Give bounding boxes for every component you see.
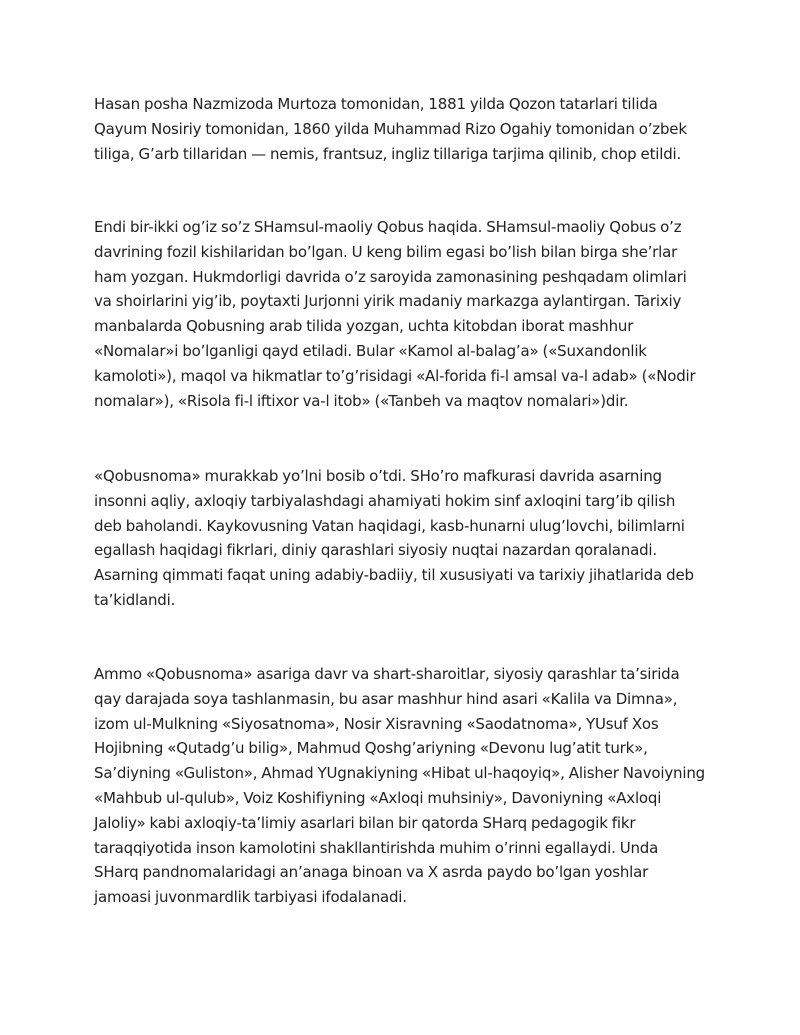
paragraph-qobus: Endi bir-ikki og’iz so’z SHamsul-maoliy Qobus haqida. SHamsul-maoliy Qobus o’z davrining fozil kishilaridan bo’lgan. U keng bilim egasi bo’lish bilan birga she’rlar ham yozgan. Hukmdorligi davrida o’z saroyida zamonasining peshqadam olimlari va shoirlarini yig’ib, poytaxti Jurjonni yirik madaniy markazga aylantirgan. Tarixiy manbalarda Qobusning arab tilida yozgan, uchta kitobdan iborat mashhur «Nomalar»i bo’lganligi qayd etiladi. Bular «Kamol al-balag’a» («Suxandonlik kamoloti»), maqol va hikmatlar to’g’risidagi «Al-forida fi-l amsal va-l adab» («Nodir nomalar»), «Risola fi-l iftixor va-l itob» («Tanbeh va maqtov nomalari»)dir. bbox=[94, 218, 696, 410]
paragraph-qobusnoma-significance: Ammo «Qobusnoma» asariga davr va shart-sharoitlar, siyosiy qarashlar ta’sirida qay darajada soya tashlanmasin, bu asar mashhur hind asari «Kalila va Dimna», izom ul-Mulkning «Siyosatnoma», Nosir Xisravning «Saodatnoma», YUsuf Xos Hojibning «Qutadg’u bilig», Mahmud Qoshg’ariyning «Devonu lug’atit turk», Sa’diyning «Guliston», Ahmad YUgnakiyning «Hibat ul-haqoyiq», Alisher Navoiyning «Mahbub ul-qulub», Voiz Koshifiyning «Axloqi muhsiniy», Davoniyning «Axloqi Jaloliy» kabi axloqiy-ta’limiy asarlari bilan bir qatorda SHarq pedagogik fikr taraqqiyotida inson kamolotini shakllantirishda muhim o’rinni egallaydi. Unda SHarq pandnomalaridagi an’anaga binoan va X asrda paydo bo’lgan yoshlar jamoasi juvonmardlik tarbiyasi ifodalanadi. bbox=[94, 665, 705, 907]
paragraph-qobusnoma-path: «Qobusnoma» murakkab yo’lni bosib o’tdi. SHo’ro mafkurasi davrida asarning insonni aqliy, axloqiy tarbiyalashdagi ahamiyati hokim sinf axloqini targ’ib qilish deb baholandi. Kaykovusning Vatan haqidagi, kasb-hunarni ulug’lovchi, bilimlarni egallash haqidagi fikrlari, diniy qarashlari siyosiy nuqtai nazardan qoralanadi. Asarning qimmati faqat uning adabiy-badiiy, til xususiyati va tarixiy jihatlarida deb ta’kidlandi. bbox=[94, 467, 694, 609]
paragraph-translations: Hasan posha Nazmizoda Murtoza tomonidan, 1881 yilda Qozon tatarlari tilida Qayum Nosiriy tomonidan, 1860 yilda Muhammad Rizo Ogahiy tomonidan o’zbek tiliga, G’arb tillaridan — nemis, frantsuz, ingliz tillariga tarjima qilinib, chop etildi. bbox=[94, 95, 687, 163]
